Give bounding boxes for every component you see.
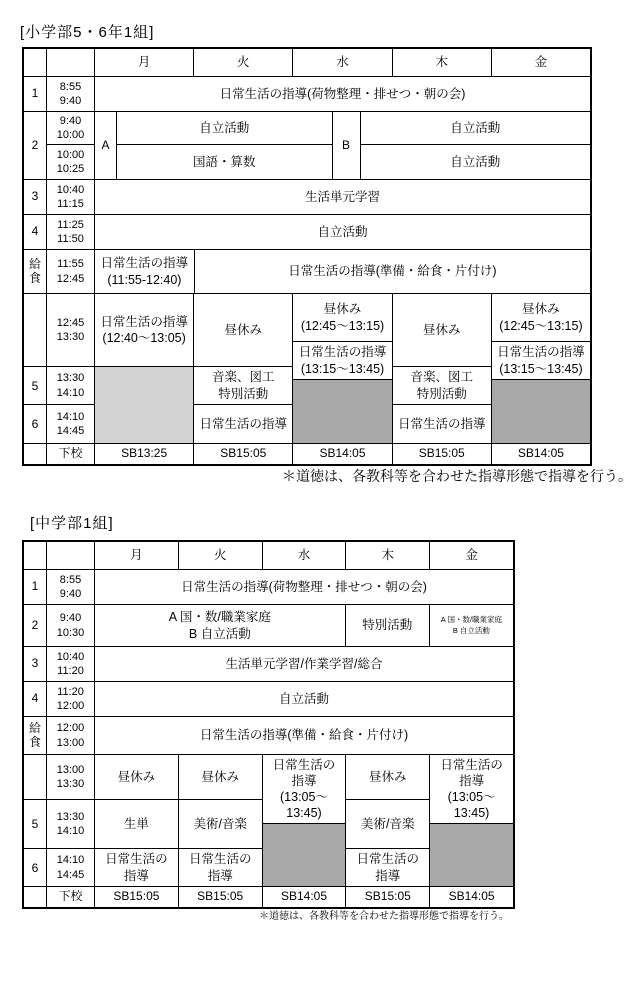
dismissal-label: 下校 xyxy=(47,887,95,907)
time-start: 14:10 xyxy=(56,854,85,867)
recess-cell: 昼休み xyxy=(95,755,178,800)
junior-footnote: ＊道徳は、各教科等を合わせた指導形態で指導を行う。 xyxy=(259,911,509,922)
subject-line: 指導 xyxy=(459,773,485,788)
subject-cell xyxy=(263,755,346,824)
subject-line: 指導 xyxy=(375,868,401,883)
time-start: 13:00 xyxy=(56,763,85,776)
header-row xyxy=(24,49,590,77)
period-label-lunch: 給食 xyxy=(24,250,47,293)
subject-line: 13:45) xyxy=(453,806,490,821)
dismissal-time: SB15:05 xyxy=(393,444,492,464)
period-number xyxy=(24,294,47,366)
subject-cell: 生活単元学習 xyxy=(304,189,380,204)
time-range-stack xyxy=(47,112,95,179)
subject-cell xyxy=(430,605,513,646)
subject-cell: 日常生活の指導(準備・給食・片付け) xyxy=(288,264,497,279)
label-row-5 xyxy=(24,367,94,405)
subject-cell xyxy=(492,342,590,380)
subject-cell: 日常生活の指導(準備・給食・片付け) xyxy=(199,728,409,743)
time-end: 10:30 xyxy=(56,626,85,639)
afternoon-col-tue xyxy=(179,755,263,886)
time-range xyxy=(47,180,95,214)
period-number: 3 xyxy=(24,647,47,681)
time-end: 12:45 xyxy=(56,272,85,285)
time-range xyxy=(47,570,95,604)
time-start: 13:30 xyxy=(56,810,85,823)
afternoon-col-mon xyxy=(95,294,194,443)
afternoon-col-wed xyxy=(293,294,392,443)
time-range xyxy=(47,717,95,754)
subject-line: 音楽、図工 xyxy=(212,370,275,385)
day-header-tue: 火 xyxy=(179,542,263,569)
subject-cell xyxy=(179,849,262,886)
subject-cell: 日常生活の指導(荷物整理・排せつ・朝の会) xyxy=(219,86,466,101)
subject-line: 指導 xyxy=(207,868,233,883)
time-start: 12:00 xyxy=(56,722,85,735)
recess-cell: 昼休み xyxy=(393,294,491,367)
period-row-4 xyxy=(24,682,513,717)
afternoon-col-thu xyxy=(346,755,430,886)
day-header-mon: 月 xyxy=(95,542,179,569)
time-end: 14:10 xyxy=(56,825,85,837)
label-row-5 xyxy=(24,800,94,849)
period-row-4 xyxy=(24,215,590,250)
time-range xyxy=(47,145,94,179)
subject-cell: 自立活動 xyxy=(317,224,368,239)
time-range xyxy=(47,405,94,443)
period-number: 2 xyxy=(24,112,47,179)
afternoon-col-fri xyxy=(430,755,513,886)
subject-line: 日常生活の指導 xyxy=(100,256,189,271)
time-range xyxy=(47,77,95,111)
subject-line: B 自立活動 xyxy=(188,626,251,641)
subject-cell xyxy=(430,755,513,824)
subject-line: 日常生活の指導 xyxy=(497,345,585,360)
recess-cell xyxy=(492,294,590,342)
elementary-timetable xyxy=(22,47,592,466)
time-start: 11:25 xyxy=(57,218,84,231)
group-b-subjects xyxy=(361,112,590,179)
recess-cell xyxy=(293,294,391,342)
subject-line: 日常生活の xyxy=(188,852,252,867)
time-range xyxy=(47,112,94,145)
dismissal-time: SB13:25 xyxy=(95,444,194,464)
period-row-2 xyxy=(24,605,513,647)
blocked-cell xyxy=(430,824,513,886)
time-end: 9:40 xyxy=(59,95,82,107)
time-end: 14:10 xyxy=(56,386,85,399)
period-number: 6 xyxy=(24,405,47,443)
dismissal-time: SB14:05 xyxy=(263,887,347,907)
time-start: 12:45 xyxy=(56,316,85,329)
corner-cell xyxy=(24,542,47,569)
recess-cell: 昼休み xyxy=(346,755,429,800)
time-start: 9:40 xyxy=(59,612,82,625)
time-end: 11:50 xyxy=(57,233,84,245)
time-range xyxy=(47,682,95,716)
time-start: 8:55 xyxy=(59,573,82,586)
subject-cell: 国語・算数 xyxy=(193,154,256,169)
subject-line: 特別活動 xyxy=(416,386,467,401)
subject-line: 指導 xyxy=(291,773,317,788)
junior-timetable xyxy=(22,540,515,909)
period-row-2 xyxy=(24,112,590,180)
time-end: 11:20 xyxy=(57,665,84,677)
subject-line: (13:15〜13:45) xyxy=(499,361,583,376)
afternoon-col-tue xyxy=(194,294,293,443)
subject-cell xyxy=(194,367,292,405)
subject-cell: 美術/音楽 xyxy=(346,800,429,849)
time-range xyxy=(47,755,94,799)
corner-cell xyxy=(47,49,95,76)
afternoon-col-wed xyxy=(263,755,347,886)
subject-cell xyxy=(95,605,346,646)
dismissal-time: SB14:05 xyxy=(293,444,392,464)
subject-line: (13:05〜 xyxy=(280,790,328,804)
subject-cell: 生活単元学習/作業学習/総合 xyxy=(225,656,383,671)
blocked-cell xyxy=(95,367,193,443)
time-range xyxy=(47,250,95,293)
dismissal-row xyxy=(24,444,590,464)
group-label-a: A xyxy=(95,112,117,179)
dismissal-time: SB14:05 xyxy=(517,446,564,461)
dismissal-time: SB15:05 xyxy=(95,887,179,907)
period-row-1 xyxy=(24,77,590,112)
day-header-thu: 木 xyxy=(393,49,492,76)
afternoon-block xyxy=(24,755,513,887)
subject-line: 日常生活の指導 xyxy=(298,345,387,360)
dismissal-time: SB15:05 xyxy=(194,444,293,464)
subject-line: 日常生活の xyxy=(272,757,336,772)
blocked-cell xyxy=(293,380,391,443)
time-start: 8:55 xyxy=(59,80,82,93)
time-start: 14:10 xyxy=(56,410,85,423)
period-row-3 xyxy=(24,180,590,215)
subject-line: 13:45) xyxy=(286,806,322,821)
time-range xyxy=(47,367,94,404)
time-range xyxy=(47,215,95,249)
subject-cell: 生単 xyxy=(95,800,178,849)
day-header-tue: 火 xyxy=(194,49,293,76)
recess-cell: 昼休み xyxy=(194,294,292,367)
subject-cell: 自立活動 xyxy=(278,691,329,706)
day-header-mon: 月 xyxy=(95,49,194,76)
time-start: 11:20 xyxy=(57,685,84,698)
subject-line: 日常生活の指導 xyxy=(100,314,188,329)
subject-cell xyxy=(393,367,491,405)
period-number: 2 xyxy=(24,605,47,646)
subject-cell xyxy=(293,342,391,380)
period-number: 1 xyxy=(24,570,47,604)
subject-line: A 国・数/職業家庭 xyxy=(440,614,503,624)
time-start: 10:00 xyxy=(56,148,85,161)
subject-line: 日常生活の xyxy=(356,852,420,867)
subject-line: 指導 xyxy=(123,868,149,883)
time-range xyxy=(47,647,95,681)
subject-line: A 国・数/職業家庭 xyxy=(168,610,271,625)
time-start: 10:40 xyxy=(56,650,85,663)
period-number: 5 xyxy=(24,367,47,404)
afternoon-col-thu xyxy=(393,294,492,443)
afternoon-labels xyxy=(24,294,95,443)
dismissal-time: SB15:05 xyxy=(346,887,430,907)
dismissal-label: 下校 xyxy=(47,444,95,464)
period-row-3 xyxy=(24,647,513,682)
subject-cell: 日常生活の指導 xyxy=(397,416,486,431)
time-end: 9:40 xyxy=(59,588,82,600)
time-end: 11:15 xyxy=(57,198,84,210)
afternoon-block xyxy=(24,294,590,444)
elementary-footnote: ＊道徳は、各教科等を合わせた指導形態で指導を行う。 xyxy=(282,468,632,484)
afternoon-col-mon xyxy=(95,755,179,886)
time-end: 14:45 xyxy=(56,425,85,437)
day-header-wed: 水 xyxy=(293,49,392,76)
subject-line: B 自立活動 xyxy=(452,625,490,635)
label-row-recess xyxy=(24,755,94,800)
period-number: 3 xyxy=(24,180,47,214)
subject-line: 音楽、図工 xyxy=(410,370,473,385)
time-end: 12:00 xyxy=(56,700,85,712)
time-range xyxy=(47,605,95,646)
time-end: 13:00 xyxy=(56,736,85,749)
subject-line: 日常生活の xyxy=(440,757,503,772)
subject-cell: 自立活動 xyxy=(117,112,332,145)
time-range xyxy=(47,849,94,886)
group-label-b: B xyxy=(333,112,361,179)
time-range xyxy=(47,294,94,366)
corner-cell xyxy=(24,887,47,907)
subject-line: 日常生活の xyxy=(105,852,168,867)
time-end: 13:30 xyxy=(56,778,85,790)
period-number xyxy=(24,755,47,799)
subject-line: (12:45〜13:15) xyxy=(300,318,385,333)
subject-line: 特別活動 xyxy=(218,386,269,401)
group-a-subjects xyxy=(117,112,333,179)
subject-cell: 自立活動 xyxy=(450,154,501,169)
subject-cell xyxy=(95,250,195,293)
subject-line: (12:40〜13:05) xyxy=(102,331,186,345)
subject-line: (13:15〜13:45) xyxy=(300,361,385,376)
subject-line: (11:55-12:40) xyxy=(107,272,182,287)
blocked-cell xyxy=(492,380,590,443)
day-header-thu: 木 xyxy=(346,542,430,569)
period-row-1 xyxy=(24,570,513,605)
day-header-wed: 水 xyxy=(263,542,347,569)
subject-cell: 自立活動 xyxy=(361,112,590,145)
corner-cell xyxy=(47,542,95,569)
period-label-lunch: 給食 xyxy=(24,717,47,754)
subject-cell: 美術/音楽 xyxy=(179,800,262,849)
day-header-fri: 金 xyxy=(534,55,548,70)
recess-cell: 昼休み xyxy=(179,755,262,800)
subject-cell xyxy=(346,849,429,886)
subject-cell: 特別活動 xyxy=(346,605,430,646)
afternoon-col-fri xyxy=(492,294,590,443)
day-header-fri: 金 xyxy=(465,548,478,563)
time-end: 14:45 xyxy=(56,868,85,881)
subject-line: 昼休み xyxy=(323,302,362,317)
time-start: 9:40 xyxy=(59,114,82,127)
period-number: 5 xyxy=(24,800,47,848)
label-row-recess xyxy=(24,294,94,367)
time-start: 10:40 xyxy=(56,183,85,196)
label-row-6 xyxy=(24,849,94,886)
time-start: 13:30 xyxy=(56,372,85,385)
period-number: 4 xyxy=(24,215,47,249)
section-title-junior: [中学部1組] xyxy=(30,515,114,532)
time-range xyxy=(47,800,94,848)
corner-cell xyxy=(24,49,47,76)
subject-line: 昼休み xyxy=(522,302,560,317)
corner-cell xyxy=(24,444,47,464)
subject-line: (12:45〜13:15) xyxy=(499,318,583,333)
label-row-6 xyxy=(24,405,94,443)
dismissal-row xyxy=(24,887,513,907)
afternoon-labels xyxy=(24,755,95,886)
section-title-elementary: [小学部5・6年1組] xyxy=(20,24,155,41)
lunch-row xyxy=(24,250,590,294)
subject-line: (13:05〜 xyxy=(447,790,496,804)
time-start: 11:55 xyxy=(57,258,84,271)
subject-cell xyxy=(95,849,178,886)
blocked-cell xyxy=(263,824,346,886)
dismissal-time: SB14:05 xyxy=(448,889,495,904)
subject-cell: 日常生活の指導(荷物整理・排せつ・朝の会) xyxy=(181,579,427,594)
time-end: 10:25 xyxy=(56,163,85,175)
period-number: 6 xyxy=(24,849,47,886)
lunch-row xyxy=(24,717,513,755)
dismissal-time: SB15:05 xyxy=(179,887,263,907)
header-row xyxy=(24,542,513,570)
time-end: 10:00 xyxy=(56,129,85,141)
time-end: 13:30 xyxy=(56,331,85,343)
period-number: 1 xyxy=(24,77,47,111)
period-number: 4 xyxy=(24,682,47,716)
subject-cell xyxy=(95,294,193,367)
subject-cell: 日常生活の指導 xyxy=(199,416,288,431)
